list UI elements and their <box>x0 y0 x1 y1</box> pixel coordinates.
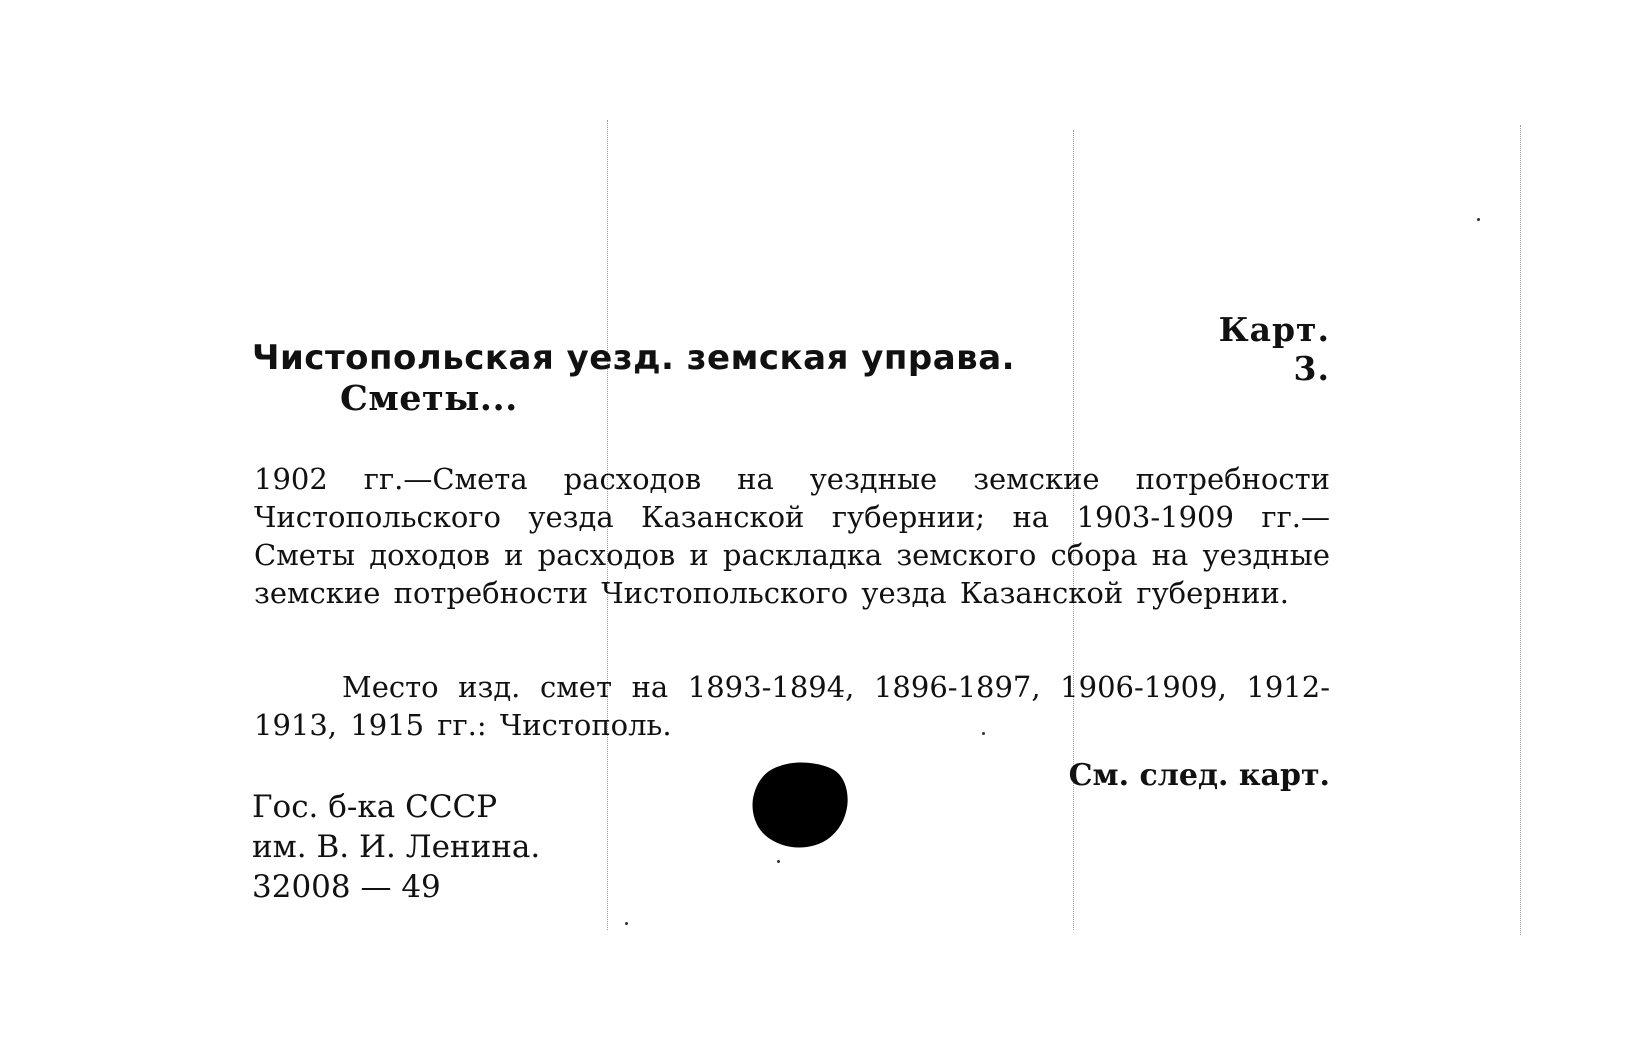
publication-place-note: Место изд. смет на 1893-1894, 1896-1897, 1906-1909, 1912-1913, 1915 гг.: Чистополь. <box>254 670 1330 742</box>
library-stamp-line: Гос. б-ка СССР <box>252 789 498 825</box>
library-stamp <box>252 787 540 907</box>
card-heading: Чистопольская уезд. земская управа. <box>252 338 1016 378</box>
see-next-card-note: См. след. карт. <box>1068 758 1330 793</box>
card-subheading: Сметы... <box>340 378 518 419</box>
scan-fold-line <box>1520 125 1521 935</box>
dust-speck <box>625 922 628 925</box>
dust-speck <box>777 860 780 863</box>
ink-blot-icon <box>750 760 850 850</box>
library-stamp-line: им. В. И. Ленина. <box>252 829 541 865</box>
library-stamp-code: 32008 — 49 <box>252 869 441 905</box>
card-number: Карт. 3. <box>1218 310 1330 388</box>
dust-speck <box>1477 218 1480 221</box>
card-description: 1902 гг.—Смета расходов на уездные земские потребности Чистопольского уезда Казанской губернии; на 1903-1909 гг.— Сметы доходов и расходов и раскладка земского сбора на уездные земские потребности Чистопольского уезда Казанской губернии. <box>254 462 1330 610</box>
